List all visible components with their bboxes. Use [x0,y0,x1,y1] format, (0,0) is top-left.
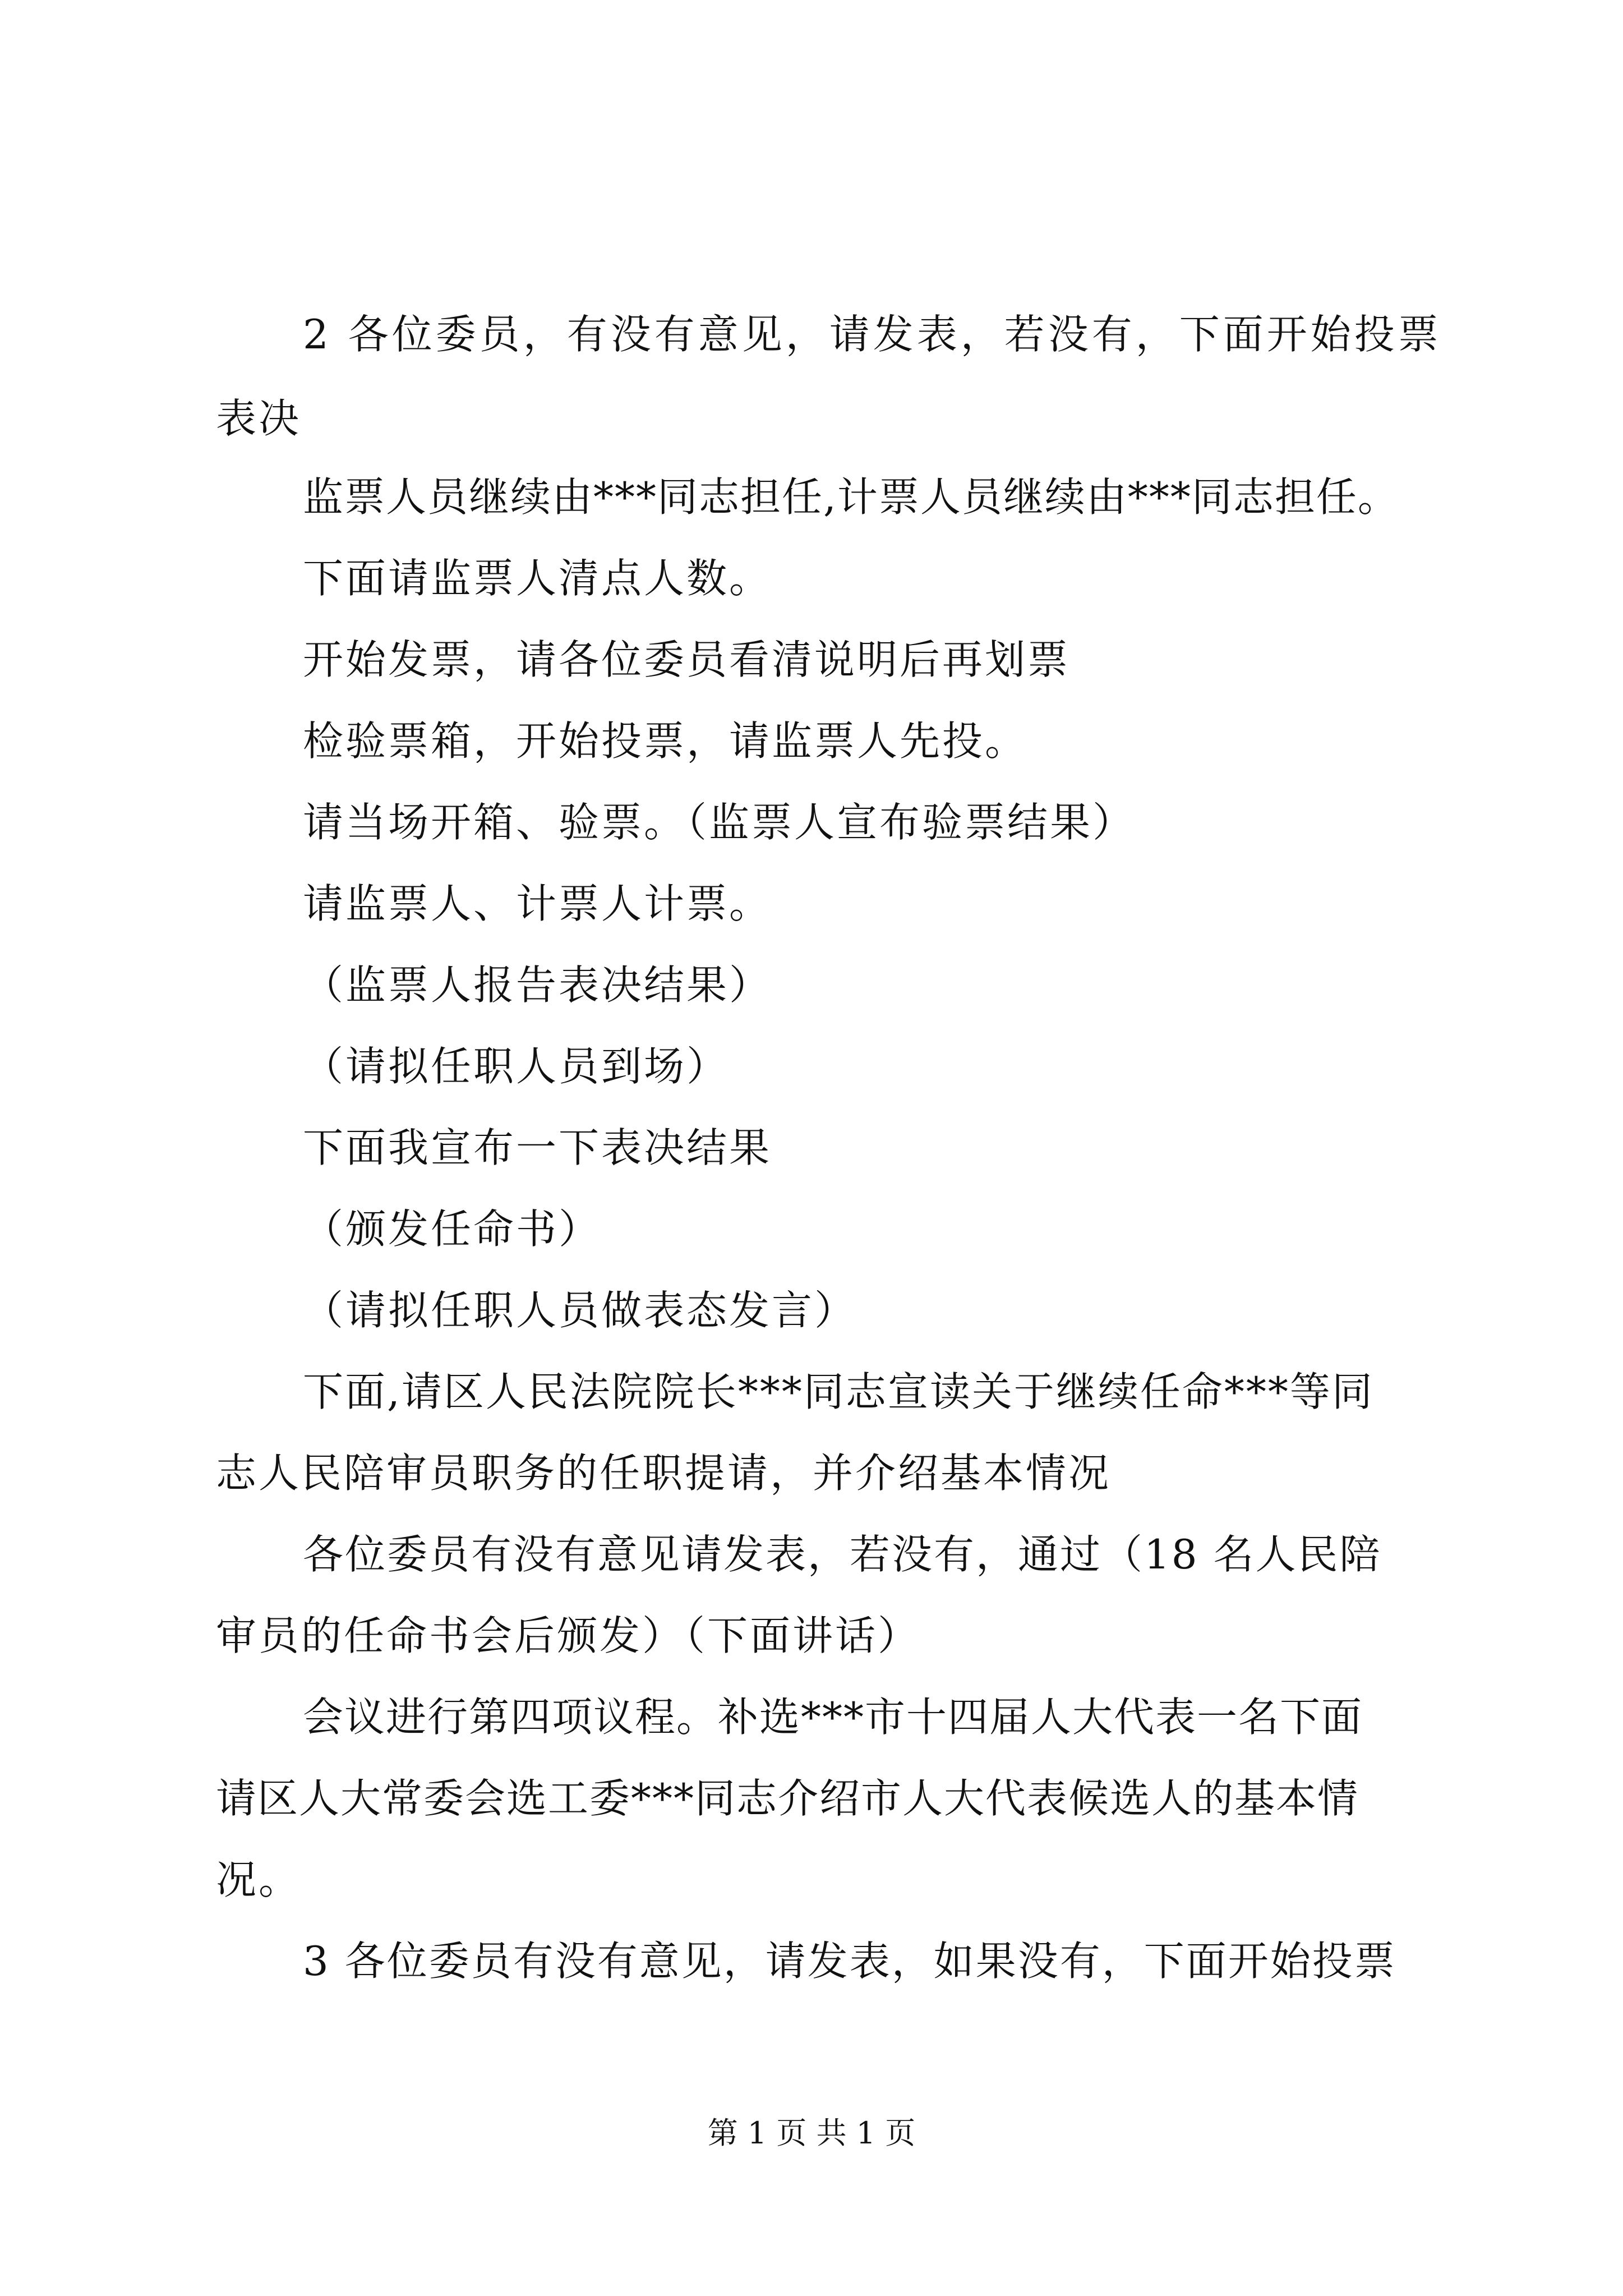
paragraph-line: 会议进行第四项议程。补选***市十四届人大代表一名下面 [303,1694,1363,1741]
paragraph-line: 请区人大常委会选工委***同志介绍市人大代表候选人的基本情 [216,1775,1359,1822]
paragraph-line: 2 各位委员，有没有意见，请发表，若没有，下面开始投票 [303,311,1442,358]
paragraph-line: 开始发票，请各位委员看清说明后再划票 [303,636,1071,683]
paragraph-line: 志人民陪审员职务的任职提请，并介绍基本情况 [216,1450,1112,1497]
paragraph-line: 监票人员继续由***同志担任,计票人员继续由***同志担任。 [303,473,1399,521]
paragraph-line: （请拟任职人员做表态发言） [303,1287,857,1334]
paragraph-line: 下面请监票人清点人数。 [303,555,772,602]
paragraph-line: （监票人报告表决结果） [303,961,772,1009]
paragraph-line: 请当场开箱、验票。（监票人宣布验票结果） [303,799,1136,846]
paragraph-line: 下面,请区人民法院院长***同志宣读关于继续任命***等同 [303,1368,1374,1415]
page-footer: 第 1 页 共 1 页 [707,2115,916,2151]
paragraph-line: 检验票箱，开始投票，请监票人先投。 [303,717,1028,765]
paragraph-line: 况。 [216,1856,302,1903]
paragraph-line: （请拟任职人员到场） [303,1043,730,1090]
paragraph-line: 审员的任命书会后颁发）（下面讲话） [216,1612,921,1659]
paragraph-line: 请监票人、计票人计票。 [303,880,772,927]
paragraph-line: 下面我宣布一下表决结果 [303,1124,772,1171]
paragraph-line: （颁发任命书） [303,1205,602,1253]
paragraph-line: 3 各位委员有没有意见，请发表，如果没有，下面开始投票 [303,1938,1396,1985]
paragraph-line: 表决 [216,395,302,442]
paragraph-line: 各位委员有没有意见请发表，若没有，通过（18 名人民陪 [303,1531,1382,1578]
